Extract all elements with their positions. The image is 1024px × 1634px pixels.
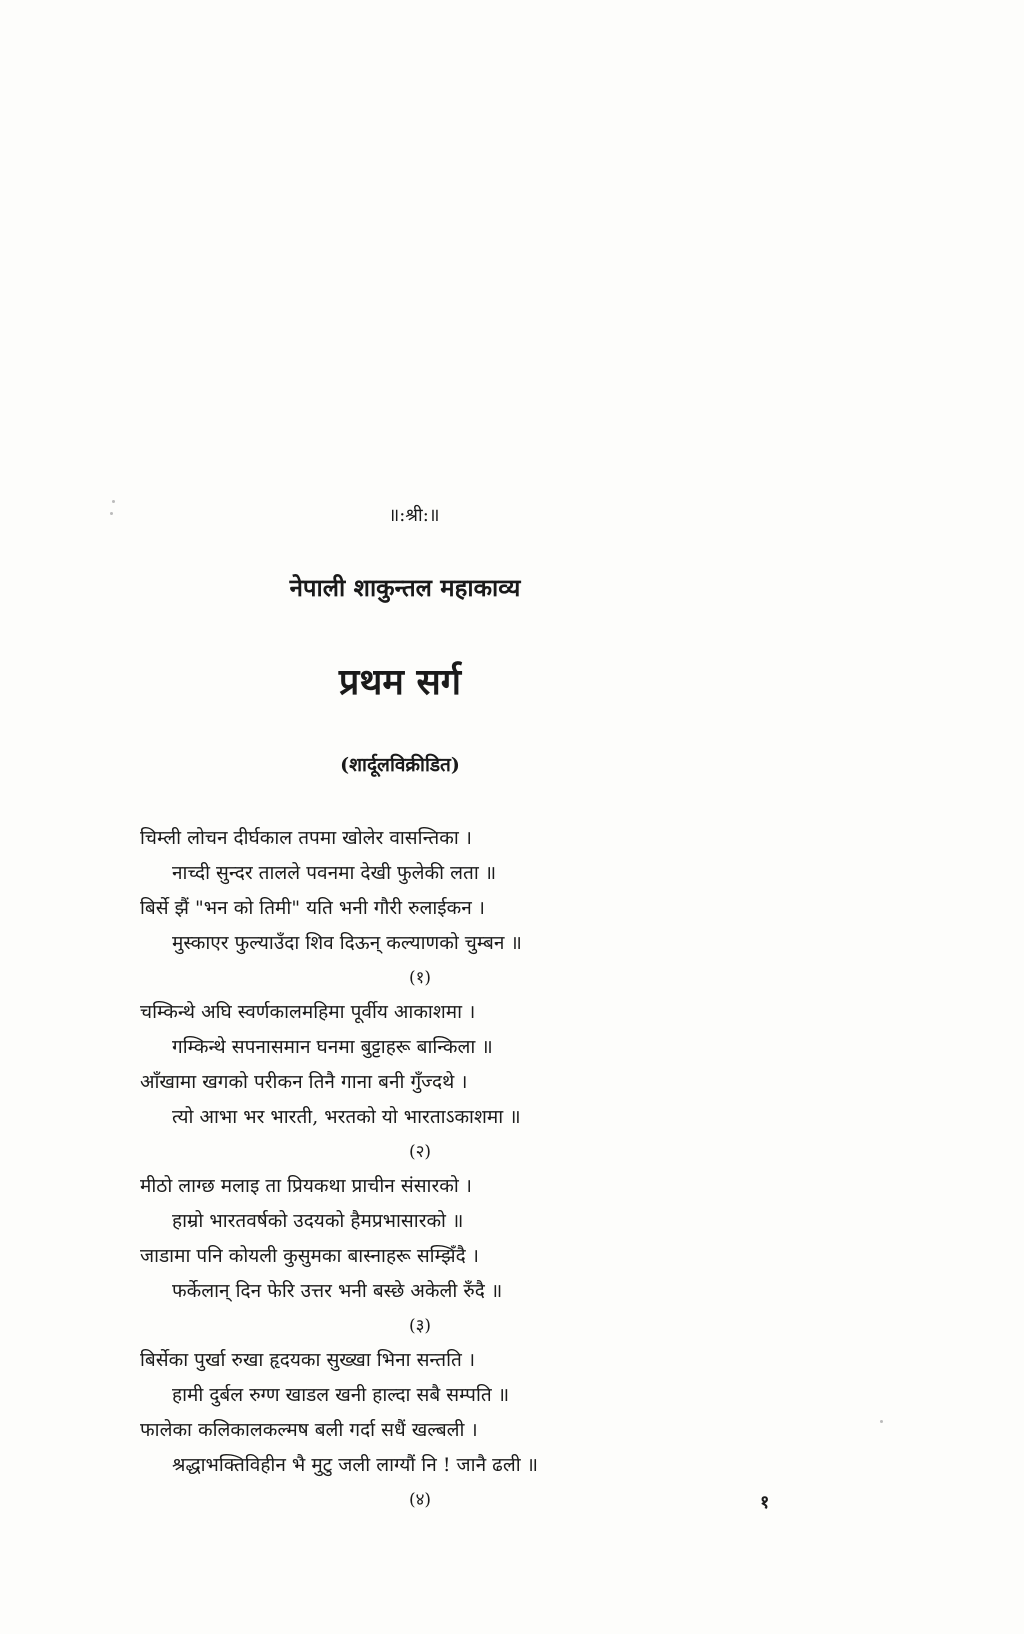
scan-speck	[112, 500, 115, 503]
canto-title: प्रथम सर्ग	[338, 661, 462, 703]
verse-number: (४)	[408, 1490, 432, 1510]
stanza-2	[140, 995, 740, 1169]
meter-name: (शार्दूलविक्रीडित)	[340, 754, 460, 776]
verse-line: चम्किन्थे अघि स्वर्णकालमहिमा पूर्वीय आकाशमा ।	[140, 1001, 476, 1023]
page-number: १	[760, 1492, 770, 1513]
verse-line: चिम्ली लोचन दीर्घकाल तपमा खोलेर वासन्तिका ।	[140, 827, 473, 849]
verse-line: हाम्रो भारतवर्षको उदयको हैमप्रभासारको ॥	[172, 1210, 464, 1232]
verse-line: त्यो आभा भर भारती, भरतको यो भारताऽकाशमा ॥	[172, 1106, 521, 1128]
verse-number: (३)	[408, 1316, 432, 1336]
verse-line: मीठो लाग्छ मलाइ ता प्रियकथा प्राचीन संसारको ।	[140, 1175, 472, 1197]
verse-number: (१)	[408, 968, 432, 988]
book-title: नेपाली शाकुन्तल महाकाव्य	[289, 573, 521, 602]
verse-line: गम्किन्थे सपनासमान घनमा बुट्टाहरू बान्किला ॥	[172, 1036, 493, 1058]
verse-line: बिर्सेका पुर्खा रुखा हृदयका सुख्खा भिना सन्तति ।	[140, 1349, 476, 1371]
stanza-4	[140, 1343, 740, 1517]
verse-line: श्रद्धाभक्तिविहीन भै मुटु जली लाग्यौं नि ! जानै ढली ॥	[172, 1454, 539, 1476]
verse-line: जाडामा पनि कोयली कुसुमका बास्नाहरू सम्झिँदै ।	[140, 1245, 479, 1267]
verse-block	[140, 821, 740, 1517]
invocation: ॥:श्री:॥	[388, 505, 440, 526]
scan-speck	[110, 512, 113, 515]
verse-line: बिर्से झैं "भन को तिमी" यति भनी गौरी रुलाईकन ।	[140, 897, 485, 919]
verse-line: मुस्काएर फुल्याउँदा शिव दिऊन् कल्याणको चुम्बन ॥	[172, 932, 522, 954]
verse-line: नाच्दी सुन्दर तालले पवनमा देखी फुलेकी लता ॥	[172, 862, 497, 884]
scan-speck	[880, 1420, 883, 1423]
verse-line: फर्केलान् दिन फेरि उत्तर भनी बस्छे अकेली रुँदै ॥	[172, 1280, 503, 1302]
verse-number: (२)	[408, 1142, 432, 1162]
verse-line: फालेका कलिकालकल्मष बली गर्दा सधैं खल्बली ।	[140, 1419, 478, 1441]
verse-line: आँखामा खगको परीकन तिनै गाना बनी गुँज्दथे ।	[140, 1071, 468, 1093]
stanza-1	[140, 821, 740, 995]
stanza-3	[140, 1169, 740, 1343]
verse-line: हामी दुर्बल रुग्ण खाडल खनी हाल्दा सबै सम्पति ॥	[172, 1384, 510, 1406]
